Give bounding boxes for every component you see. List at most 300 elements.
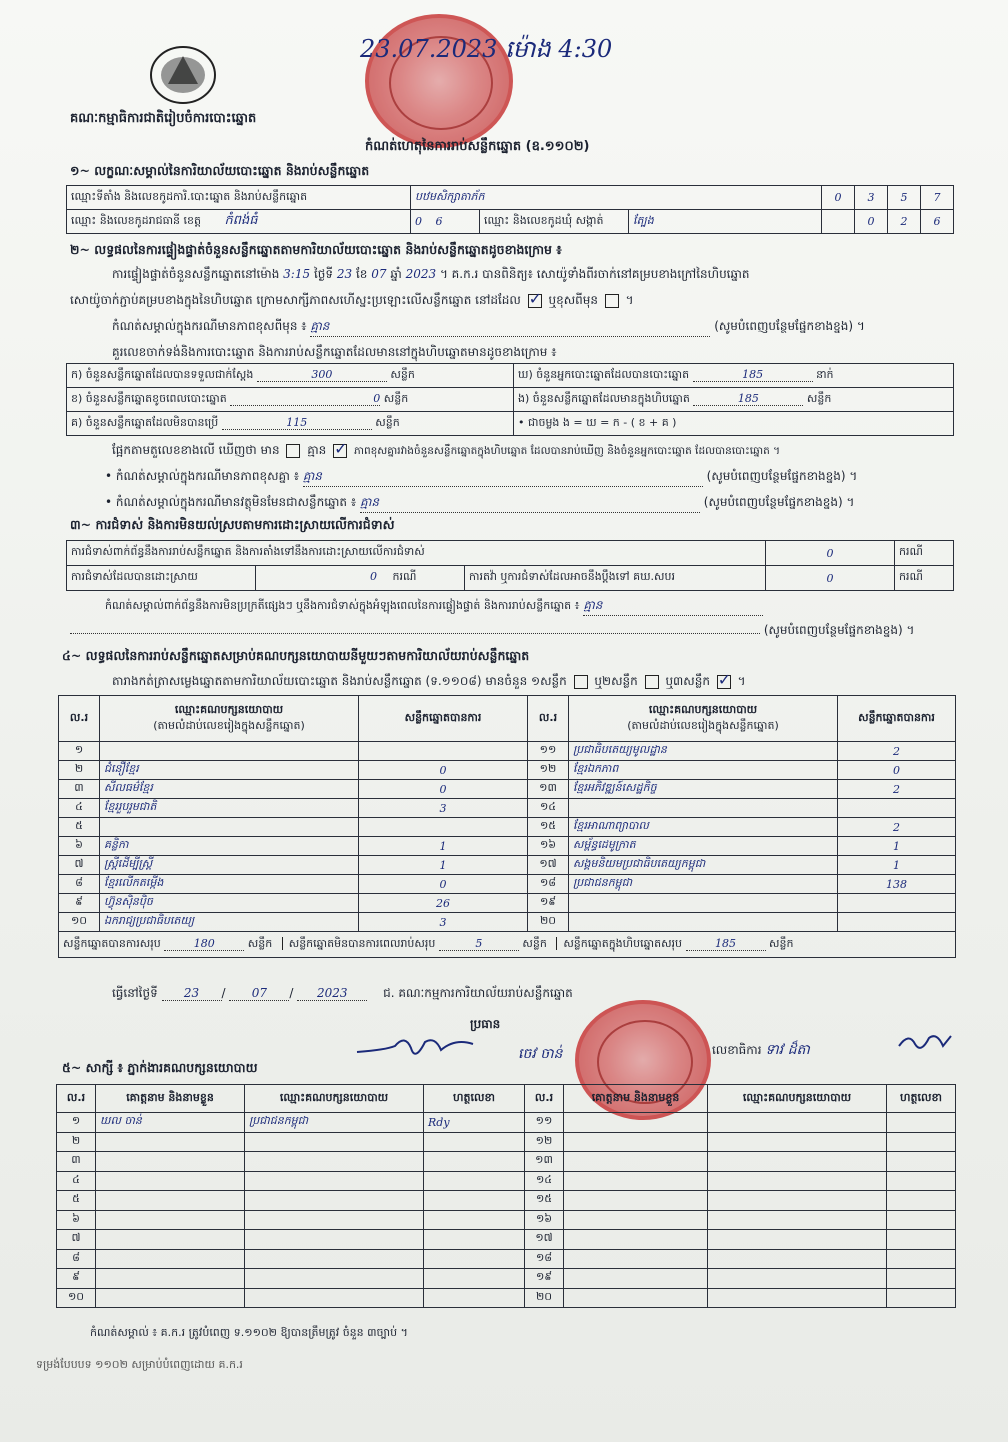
- row-no: ១២: [528, 761, 569, 780]
- witness-name: [96, 1269, 245, 1289]
- col-party: ឈ្មោះគណបក្សនយោបាយ: [708, 1085, 887, 1113]
- province-label: ឈ្មោះ និងលេខកូដរាជធានី ខេត្ត: [71, 214, 201, 227]
- party-name: សីលធម៌ខ្មែរ: [100, 780, 359, 799]
- witness-signature: [887, 1152, 956, 1172]
- row-no: ៩: [59, 894, 100, 913]
- witness-signature: [424, 1191, 525, 1211]
- party-name: [100, 742, 359, 761]
- party-votes: 0: [359, 761, 528, 780]
- witness-party: ប្រជាជនកម្ពុជា: [245, 1113, 424, 1133]
- date-line: ធ្វើនៅថ្ងៃទី 23 / 07 / 2023 ជ. គណៈកម្មការការិយាល័យរាប់សន្លឹកឆ្នោត: [112, 986, 573, 1000]
- unused-ballots-value: 115: [222, 416, 372, 430]
- row-no: ១៦: [528, 837, 569, 856]
- row-no: ៦: [57, 1210, 96, 1230]
- row-no: ១៣: [528, 780, 569, 799]
- party-name: [100, 818, 359, 837]
- witness-party: [245, 1230, 424, 1250]
- col-no: ល.រ: [525, 1085, 564, 1113]
- formula: • ជាចម្លង ង = ឃ = ក - ( ខ + គ ): [514, 412, 954, 436]
- unit: នាក់: [816, 367, 834, 381]
- verification-day: 23: [336, 267, 353, 281]
- secretary-name: ទាវ ដ៏តា: [765, 1042, 810, 1058]
- party-name: ខ្មែរអាណាព្យាបាល: [569, 818, 838, 837]
- unit: ករណី: [392, 570, 417, 583]
- col-party-title: ឈ្មោះគណបក្សនយោបាយ: [648, 702, 758, 716]
- polling-station-name: បឋមសិក្សាតាភ័ក: [411, 186, 822, 210]
- unit: សន្លឹក: [806, 391, 832, 405]
- tally-sheets-label: តារាងកត់ត្រាសម្លេងឆ្នោតតាមការិយាល័យបោះឆ្នោត និងរាប់សន្លឹកឆ្នោត (ទ.១១០៨) មានចំនួន ១សន្លឹក: [112, 674, 567, 688]
- year-label: ឆ្នាំ: [390, 267, 402, 281]
- verification-line2: សោយ៉ូចាក់ភ្ជាប់គម្របខាងក្នុងនៃហិបឆ្នោត ក្រោមសាក្សីភាពសហើស្នះប្រឡោះលើសន្លឹកឆ្នោត នៅដដែល ✓ ឬខុសពីមុន ។: [70, 292, 634, 310]
- witness-party: [708, 1191, 887, 1211]
- verification-line1: [112, 266, 957, 284]
- chair-label: ប្រធាន: [470, 1017, 501, 1031]
- row-no: ១៨: [528, 875, 569, 894]
- commune-code-digit: 6: [921, 210, 954, 234]
- party-votes: 3: [359, 913, 528, 932]
- commune-code-digit: 2: [888, 210, 921, 234]
- station-code-digit: 3: [855, 186, 888, 210]
- changed-checkbox[interactable]: [605, 294, 619, 308]
- ballot-counts-table: [66, 363, 954, 436]
- col-name: គោត្តនាម និងនាមខ្លួន: [564, 1085, 708, 1113]
- unused-ballots-label: គ) ចំនួនសន្លឹកឆ្នោតដែលមិនបានប្រើ: [71, 415, 219, 429]
- station-code-digit: 5: [888, 186, 921, 210]
- received-ballots-value: 300: [257, 368, 387, 382]
- section4-title: ៤~ លទ្ធផលនៃការរាប់សន្លឹកឆ្នោតសម្រាប់គណបក្សនយោបាយនីមួយៗតាមការិយាល័យរាប់សន្លឹកឆ្នោត: [62, 648, 530, 663]
- witness-name: [96, 1132, 245, 1152]
- col-votes: សន្លឹកឆ្នោតបានការ: [359, 696, 528, 742]
- voters-value: 185: [693, 368, 813, 382]
- resolved-value: 0: [370, 570, 377, 583]
- witness-party: [708, 1230, 887, 1250]
- party-votes: [359, 742, 528, 761]
- irregularity-label: កំណត់សម្គាល់ពាក់ព័ន្ធនឹងការមិនប្រក្រតីផ្សេងៗ ឬនឹងការជំទាស់ក្នុងអំឡុងពេលនៃការផ្ទៀងផ្ទាត់ និងការរាប់សន្លឹកឆ្នោត ៖: [105, 599, 580, 612]
- discrepancy-no-checkbox[interactable]: [333, 444, 347, 458]
- witness-name: [96, 1171, 245, 1191]
- polling-station-label: ឈ្មោះទីតាំង និងលេខកូដការិ.បោះឆ្នោត និងរាប់សន្លឹកឆ្នោត: [67, 186, 411, 210]
- row-no: ២០: [528, 913, 569, 932]
- total-invalid-value: 5: [439, 937, 519, 951]
- witness-name: [96, 1191, 245, 1211]
- party-name: សង្គមនិយមប្រជាធិបតេយ្យកម្ពុជា: [569, 856, 838, 875]
- witness-party: [708, 1269, 887, 1289]
- witness-party: [708, 1288, 887, 1308]
- box-ballots-value: 185: [693, 392, 803, 406]
- party-votes: 0: [359, 780, 528, 799]
- party-votes: 2: [838, 742, 956, 761]
- col-no: ល.រ: [59, 696, 100, 742]
- party-result-row: [59, 913, 956, 932]
- witness-name: [564, 1230, 708, 1250]
- total-valid-value: 180: [164, 937, 244, 951]
- seal-note-value: គ្មាន: [310, 318, 710, 337]
- col-party: ឈ្មោះគណបក្សនយោបាយ: [245, 1085, 424, 1113]
- total-box-value: 185: [686, 937, 766, 951]
- party-votes: 1: [838, 856, 956, 875]
- verification-post: ។ គ.ក.រ បានពិនិត្យ៖ សោយ៉ូទាំងពីរចាក់នៅគម្របខាងក្រៅនៃហិបឆ្នោត: [439, 267, 750, 281]
- unit: សន្លឹក: [375, 415, 400, 429]
- col-no: ល.រ: [57, 1085, 96, 1113]
- witness-row: [57, 1113, 956, 1133]
- col-sign: ហត្ថលេខា: [887, 1085, 956, 1113]
- party-name: ខ្មែរអភិវឌ្ឍន៍សេដ្ឋកិច្ច: [569, 780, 838, 799]
- party-name: ខ្មែររួបរួមជាតិ: [100, 799, 359, 818]
- bullet2-label: • កំណត់សម្គាល់ក្នុងករណីមានវត្ថុមិនមែនជាសន្លឹកឆ្នោត ៖: [105, 495, 357, 509]
- footer-note: កំណត់សម្គាល់ ៖ គ.ក.រ ត្រូវបំពេញ ទ.១១០២ ឱ្យបានត្រឹមត្រូវ ចំនួន ៣ច្បាប់ ។: [90, 1326, 408, 1339]
- section2-title: ២~ លទ្ធផលនៃការផ្ទៀងផ្ទាត់ចំនួនសន្លឹកឆ្នោតតាមការិយាល័យបោះឆ្នោត និងរាប់សន្លឹកឆ្នោតដូចខាងក្រោម ៖: [70, 242, 562, 257]
- row-no: ១៨: [525, 1249, 564, 1269]
- witness-signature: [424, 1269, 525, 1289]
- commune-code-digit: 0: [855, 210, 888, 234]
- witness-name: [96, 1249, 245, 1269]
- row-no: ៣: [59, 780, 100, 799]
- row-no: ១០: [57, 1288, 96, 1308]
- verification-year: 2023: [405, 267, 437, 281]
- party-name: ជំនឿខ្មែរ: [100, 761, 359, 780]
- discrepancy-label: ផ្អែកតាមតួលេខខាងលើ ឃើញថា មាន: [112, 443, 280, 457]
- province-code-digit: 0: [415, 215, 422, 228]
- witness-name: [564, 1152, 708, 1172]
- row-no: ១៩: [525, 1269, 564, 1289]
- witness-signature: [424, 1210, 525, 1230]
- witness-name: [564, 1269, 708, 1289]
- witness-row: [57, 1152, 956, 1172]
- party-name: ខ្មែរឯកភាព: [569, 761, 838, 780]
- row-no: ១៧: [528, 856, 569, 875]
- col-party-sub: (តាមលំដាប់លេខរៀងក្នុងសន្លឹកឆ្នោត): [153, 718, 305, 732]
- party-votes: 0: [838, 761, 956, 780]
- witness-row: [57, 1269, 956, 1289]
- col-party-title: ឈ្មោះគណបក្សនយោបាយ: [174, 702, 284, 716]
- row-no: ៧: [59, 856, 100, 875]
- three-sheets-checkbox[interactable]: [717, 675, 731, 689]
- unit: ករណី: [895, 541, 954, 566]
- row-no: ៥: [59, 818, 100, 837]
- party-result-row: [59, 837, 956, 856]
- witness-row: [57, 1210, 956, 1230]
- witness-name: [564, 1191, 708, 1211]
- party-result-row: [59, 799, 956, 818]
- two-sheets-label: ឬ២សន្លឹក: [594, 674, 638, 688]
- two-sheets-checkbox[interactable]: [645, 675, 659, 689]
- row-no: ១០: [59, 913, 100, 932]
- row-no: ១៤: [525, 1171, 564, 1191]
- commission-emblem-icon: [148, 44, 218, 106]
- row-no: ៩: [57, 1269, 96, 1289]
- month-label: ខែ: [355, 267, 368, 281]
- row-no: ៧: [57, 1230, 96, 1250]
- row-no: ២: [59, 761, 100, 780]
- col-party: [569, 696, 838, 742]
- date-label: ធ្វើនៅថ្ងៃទី: [112, 986, 158, 1000]
- witness-signature: [424, 1230, 525, 1250]
- three-sheets-label: ឬ៣សន្លឹក: [665, 674, 710, 688]
- irregularity-note: [105, 597, 955, 616]
- seal-note-line: [112, 318, 957, 337]
- unit: សន្លឹក: [247, 936, 273, 950]
- witness-party: [245, 1171, 424, 1191]
- appeal-value: 0: [766, 566, 895, 591]
- party-votes: 0: [359, 875, 528, 894]
- witness-signature: [887, 1191, 956, 1211]
- witness-party: [708, 1113, 887, 1133]
- row-no: ១៣: [525, 1152, 564, 1172]
- unit: សន្លឹក: [769, 936, 794, 950]
- witness-name: [96, 1152, 245, 1172]
- row-no: ១៥: [528, 818, 569, 837]
- total-invalid-label: សន្លឹកឆ្នោតមិនបានការពេលរាប់សរុប: [282, 937, 436, 950]
- resolved-label: ការជំទាស់ដែលបានដោះស្រាយ: [67, 566, 256, 591]
- witness-party: [245, 1191, 424, 1211]
- fill-hint: (សូមបំពេញបន្ថែមផ្នែកខាងខ្នង) ។: [706, 469, 858, 483]
- one-sheet-checkbox[interactable]: [574, 675, 588, 689]
- unit: ករណី: [895, 566, 954, 591]
- party-name: ខ្មែរលើកតម្កើង: [100, 875, 359, 894]
- witness-signature: [887, 1288, 956, 1308]
- witness-name: [564, 1132, 708, 1152]
- witness-row: [57, 1249, 956, 1269]
- party-name: ស្ត្រីដើម្បីស្ត្រី: [100, 856, 359, 875]
- witness-party: [245, 1288, 424, 1308]
- row-no: ៤: [57, 1171, 96, 1191]
- witness-row: [57, 1132, 956, 1152]
- witness-name: [564, 1288, 708, 1308]
- row-no: ៨: [59, 875, 100, 894]
- witness-name: [96, 1230, 245, 1250]
- row-no: ១១: [525, 1113, 564, 1133]
- row-no: ១៧: [525, 1230, 564, 1250]
- witness-name: [96, 1210, 245, 1230]
- footer-bottom: ទម្រង់បែបបទ ១១០២ សម្រាប់បំពេញដោយ គ.ក.រ: [36, 1358, 243, 1371]
- row-no: ១៩: [528, 894, 569, 913]
- party-result-row: [59, 875, 956, 894]
- section1-table: [66, 185, 954, 234]
- verification-month: 07: [371, 267, 387, 281]
- row-no: ១៥: [525, 1191, 564, 1211]
- date-month: 07: [229, 986, 289, 1001]
- province-name: កំពង់ធំ: [224, 213, 258, 228]
- witness-party: [708, 1210, 887, 1230]
- secretary-label: លេខាធិការ: [712, 1043, 762, 1057]
- seal-note-label: កំណត់សម្គាល់ក្នុងករណីមានភាពខុសពីមុន ៖: [112, 319, 307, 333]
- party-votes: 3: [359, 799, 528, 818]
- party-result-row: [59, 761, 956, 780]
- party-name: ឯករាជ្យប្រជាធិបតេយ្យ: [100, 913, 359, 932]
- witness-signature: [887, 1230, 956, 1250]
- same-checkbox[interactable]: [528, 294, 542, 308]
- witness-row: [57, 1191, 956, 1211]
- secretary-line: [712, 1040, 810, 1061]
- party-votes: 1: [838, 837, 956, 856]
- row-no: ៤: [59, 799, 100, 818]
- row-no: ១១: [528, 742, 569, 761]
- discrepancy-yes-checkbox[interactable]: [286, 444, 300, 458]
- party-votes: [359, 818, 528, 837]
- witness-party: [245, 1132, 424, 1152]
- verification-time: 3:15: [283, 267, 311, 281]
- commission-label: ជ. គណៈកម្មការការិយាល័យរាប់សន្លឹកឆ្នោត: [383, 986, 573, 1000]
- row-no: ២: [57, 1132, 96, 1152]
- station-code-digit: 0: [822, 186, 855, 210]
- discrepancy-line: [112, 442, 780, 460]
- total-valid-label: សន្លឹកឆ្នោតបានការសរុប: [63, 936, 161, 950]
- spoiled-ballots-value: 0: [230, 392, 380, 406]
- bullet2-value: គ្មាន: [360, 494, 700, 513]
- party-name: ប្រជាធិបតេយ្យមូលដ្ឋាន: [569, 742, 838, 761]
- witness-signature: [424, 1152, 525, 1172]
- row-no: ១៦: [525, 1210, 564, 1230]
- witness-signature: [424, 1171, 525, 1191]
- party-name: សម្ព័ន្ធដេមូក្រាត: [569, 837, 838, 856]
- irregularity-value: គ្មាន: [583, 597, 763, 616]
- bullet2-line: [105, 494, 955, 513]
- party-votes: 138: [838, 875, 956, 894]
- party-name: [569, 913, 838, 932]
- appeal-label: ការតវ៉ា ឬការជំទាស់ដែលអាចនឹងប្តឹងទៅ គឃ.សបរ: [465, 566, 766, 591]
- received-ballots-label: ក) ចំនួនសន្លឹកឆ្នោតដែលបានទទួលជាក់ស្តែង: [71, 367, 254, 381]
- day-label: ថ្ងៃទី: [313, 267, 333, 281]
- fill-hint: (សូមបំពេញបន្ថែមផ្នែកខាងខ្នង) ។: [763, 623, 915, 637]
- witness-party: [708, 1132, 887, 1152]
- witness-signature: [887, 1171, 956, 1191]
- org-name: គណៈកម្មាធិការជាតិរៀបចំការបោះឆ្នោត: [70, 111, 257, 126]
- irregularity-hint-line: [70, 622, 955, 640]
- complaints-table: [66, 540, 954, 591]
- station-code-digit: 7: [921, 186, 954, 210]
- witness-signature: Rdy: [424, 1113, 525, 1133]
- party-result-row: [59, 742, 956, 761]
- party-votes: 1: [359, 856, 528, 875]
- col-name: គោត្តនាម និងនាមខ្លួន: [96, 1085, 245, 1113]
- row-no: ៦: [59, 837, 100, 856]
- total-box-label: សន្លឹកឆ្នោតក្នុងហិបឆ្នោតសរុប: [556, 937, 682, 950]
- secretary-signature-icon: [895, 1028, 955, 1058]
- col-party: [100, 696, 359, 742]
- party-name: [569, 799, 838, 818]
- discrepancy-text: ភាពខុសគ្នារវាងចំនួនសន្លឹកឆ្នោតក្នុងហិបឆ្នោត ដែលបានរាប់ឃើញ និងចំនួនអ្នកបោះឆ្នោត ដែលបានបោះឆ្នោត ។: [353, 445, 781, 457]
- party-name: ប្រជាជនកម្ពុជា: [569, 875, 838, 894]
- row-no: ២០: [525, 1288, 564, 1308]
- counts-intro: គួរលេខចាក់ទង់និងការបោះឆ្នោត និងការរាប់សន្លឹកឆ្នោតដែលមាននៅក្នុងហិបឆ្នោតមានដូចខាងក្រោម ៖: [112, 345, 557, 359]
- seal-status-text: សោយ៉ូចាក់ភ្ជាប់គម្របខាងក្នុងនៃហិបឆ្នោត ក្រោមសាក្សីភាពសហើស្នះប្រឡោះលើសន្លឹកឆ្នោត នៅដដែល: [70, 293, 521, 307]
- section3-title: ៣~ ការជំទាស់ និងការមិនយល់ស្របតាមការដោះស្រាយលើការជំទាស់: [70, 517, 395, 532]
- chair-signature-icon: [355, 1032, 475, 1068]
- complaints-value: 0: [766, 541, 895, 566]
- bullet1-label: • កំណត់សម្គាល់ក្នុងករណីមានភាពខុសគ្នា ៖: [105, 469, 300, 483]
- witness-name: ឃល ចាន់: [96, 1113, 245, 1133]
- witness-signature: [424, 1249, 525, 1269]
- party-votes: 26: [359, 894, 528, 913]
- witness-party: [245, 1269, 424, 1289]
- fill-hint: (សូមបំពេញបន្ថែមផ្នែកខាងខ្នង) ។: [714, 319, 865, 333]
- box-ballots-label: ង) ចំនួនសន្លឹកឆ្នោតដែលមានក្នុងហិបឆ្នោត: [518, 391, 690, 405]
- party-result-row: [59, 818, 956, 837]
- tally-sheets-line: តារាងកត់ត្រាសម្លេងឆ្នោតតាមការិយាល័យបោះឆ្នោត និងរាប់សន្លឹកឆ្នោត (ទ.១១០៨) មានចំនួន ១សន្លឹក ឬ២សន្លឹក ឬ៣សន្លឹក ✓ ។: [112, 673, 746, 691]
- verification-time-label: ការផ្ទៀងផ្ទាត់ចំនួនសន្លឹកឆ្នោតនៅម៉ោង: [112, 267, 280, 281]
- complaints-label: ការជំទាស់ពាក់ព័ន្ធនឹងការរាប់សន្លឹកឆ្នោត និងការតាំងទៅនឹងការដោះស្រាយលើការជំទាស់: [67, 541, 766, 566]
- witness-name: [564, 1113, 708, 1133]
- discrepancy-no-label: គ្មាន: [307, 443, 327, 457]
- witness-name: [564, 1171, 708, 1191]
- date-year: 2023: [297, 986, 367, 1001]
- witness-signature: [424, 1132, 525, 1152]
- party-votes: 2: [838, 780, 956, 799]
- row-no: ៥: [57, 1191, 96, 1211]
- party-result-row: [59, 780, 956, 799]
- section1-title: ១~ លក្ខណៈសម្គាល់នៃការិយាល័យបោះឆ្នោត និងរាប់សន្លឹកឆ្នោត: [70, 163, 370, 178]
- bullet1-line: [105, 468, 955, 487]
- party-name: គន្លិកា: [100, 837, 359, 856]
- section5-title: ៥~ សាក្សី ៖ ភ្នាក់ងារគណបក្សនយោបាយ: [62, 1060, 258, 1075]
- party-votes: 2: [838, 818, 956, 837]
- row-no: ៨: [57, 1249, 96, 1269]
- commune-label: ឈ្មោះ និងលេខកូដឃុំ សង្កាត់: [480, 210, 629, 234]
- witness-signature: [887, 1210, 956, 1230]
- province-code-digit: 6: [435, 215, 443, 228]
- party-name: [569, 894, 838, 913]
- witness-signature: [887, 1249, 956, 1269]
- commune-name: ត្បែង: [629, 210, 822, 234]
- party-name: ហ៊្វុនស៊ិនប៉ិច: [100, 894, 359, 913]
- witness-row: [57, 1171, 956, 1191]
- witness-name: [564, 1210, 708, 1230]
- witness-row: [57, 1230, 956, 1250]
- fill-hint: (សូមបំពេញបន្ថែមផ្នែកខាងខ្នង) ។: [703, 495, 855, 509]
- row-no: ១: [57, 1113, 96, 1133]
- row-no: ១៤: [528, 799, 569, 818]
- unit: សន្លឹក: [522, 936, 547, 950]
- party-result-row: [59, 856, 956, 875]
- chair-name: ចេវ ចាន់: [518, 1046, 563, 1062]
- party-result-row: [59, 894, 956, 913]
- witness-party: [245, 1152, 424, 1172]
- witness-table: [56, 1084, 956, 1308]
- received-datetime: 23.07.2023 ម៉ោង 4:30: [360, 35, 613, 63]
- changed-label: ឬខុសពីមុន: [548, 293, 599, 307]
- party-votes: [838, 799, 956, 818]
- witness-party: [708, 1171, 887, 1191]
- form-title: កំណត់ហេតុនៃការរាប់សន្លឹកឆ្នោត (ឧ.១១០២): [365, 139, 590, 154]
- witness-name: [564, 1249, 708, 1269]
- witness-row: [57, 1288, 956, 1308]
- party-votes: [838, 913, 956, 932]
- totals-row: [59, 932, 956, 958]
- witness-name: [96, 1288, 245, 1308]
- voters-label: ឃ) ចំនួនអ្នកបោះឆ្នោតដែលបានបោះឆ្នោត: [518, 367, 690, 381]
- col-votes: សន្លឹកឆ្នោតបានការ: [838, 696, 956, 742]
- witness-signature: [887, 1113, 956, 1133]
- row-no: ៣: [57, 1152, 96, 1172]
- witness-party: [708, 1152, 887, 1172]
- col-sign: ហត្ថលេខា: [424, 1085, 525, 1113]
- col-no: ល.រ: [528, 696, 569, 742]
- unit: សន្លឹក: [383, 391, 409, 405]
- date-day: 23: [162, 986, 222, 1001]
- witness-signature: [424, 1288, 525, 1308]
- party-votes: 1: [359, 837, 528, 856]
- witness-signature: [887, 1269, 956, 1289]
- spoiled-ballots-label: ខ) ចំនួនសន្លឹកឆ្នោតខូចពេលបោះឆ្នោត: [71, 391, 227, 405]
- row-no: ១២: [525, 1132, 564, 1152]
- row-no: ១: [59, 742, 100, 761]
- witness-party: [245, 1210, 424, 1230]
- witness-party: [245, 1249, 424, 1269]
- unit: សន្លឹក: [390, 367, 415, 381]
- witness-signature: [887, 1132, 956, 1152]
- col-party-sub: (តាមលំដាប់លេខរៀងក្នុងសន្លឹកឆ្នោត): [627, 718, 779, 732]
- witness-party: [708, 1249, 887, 1269]
